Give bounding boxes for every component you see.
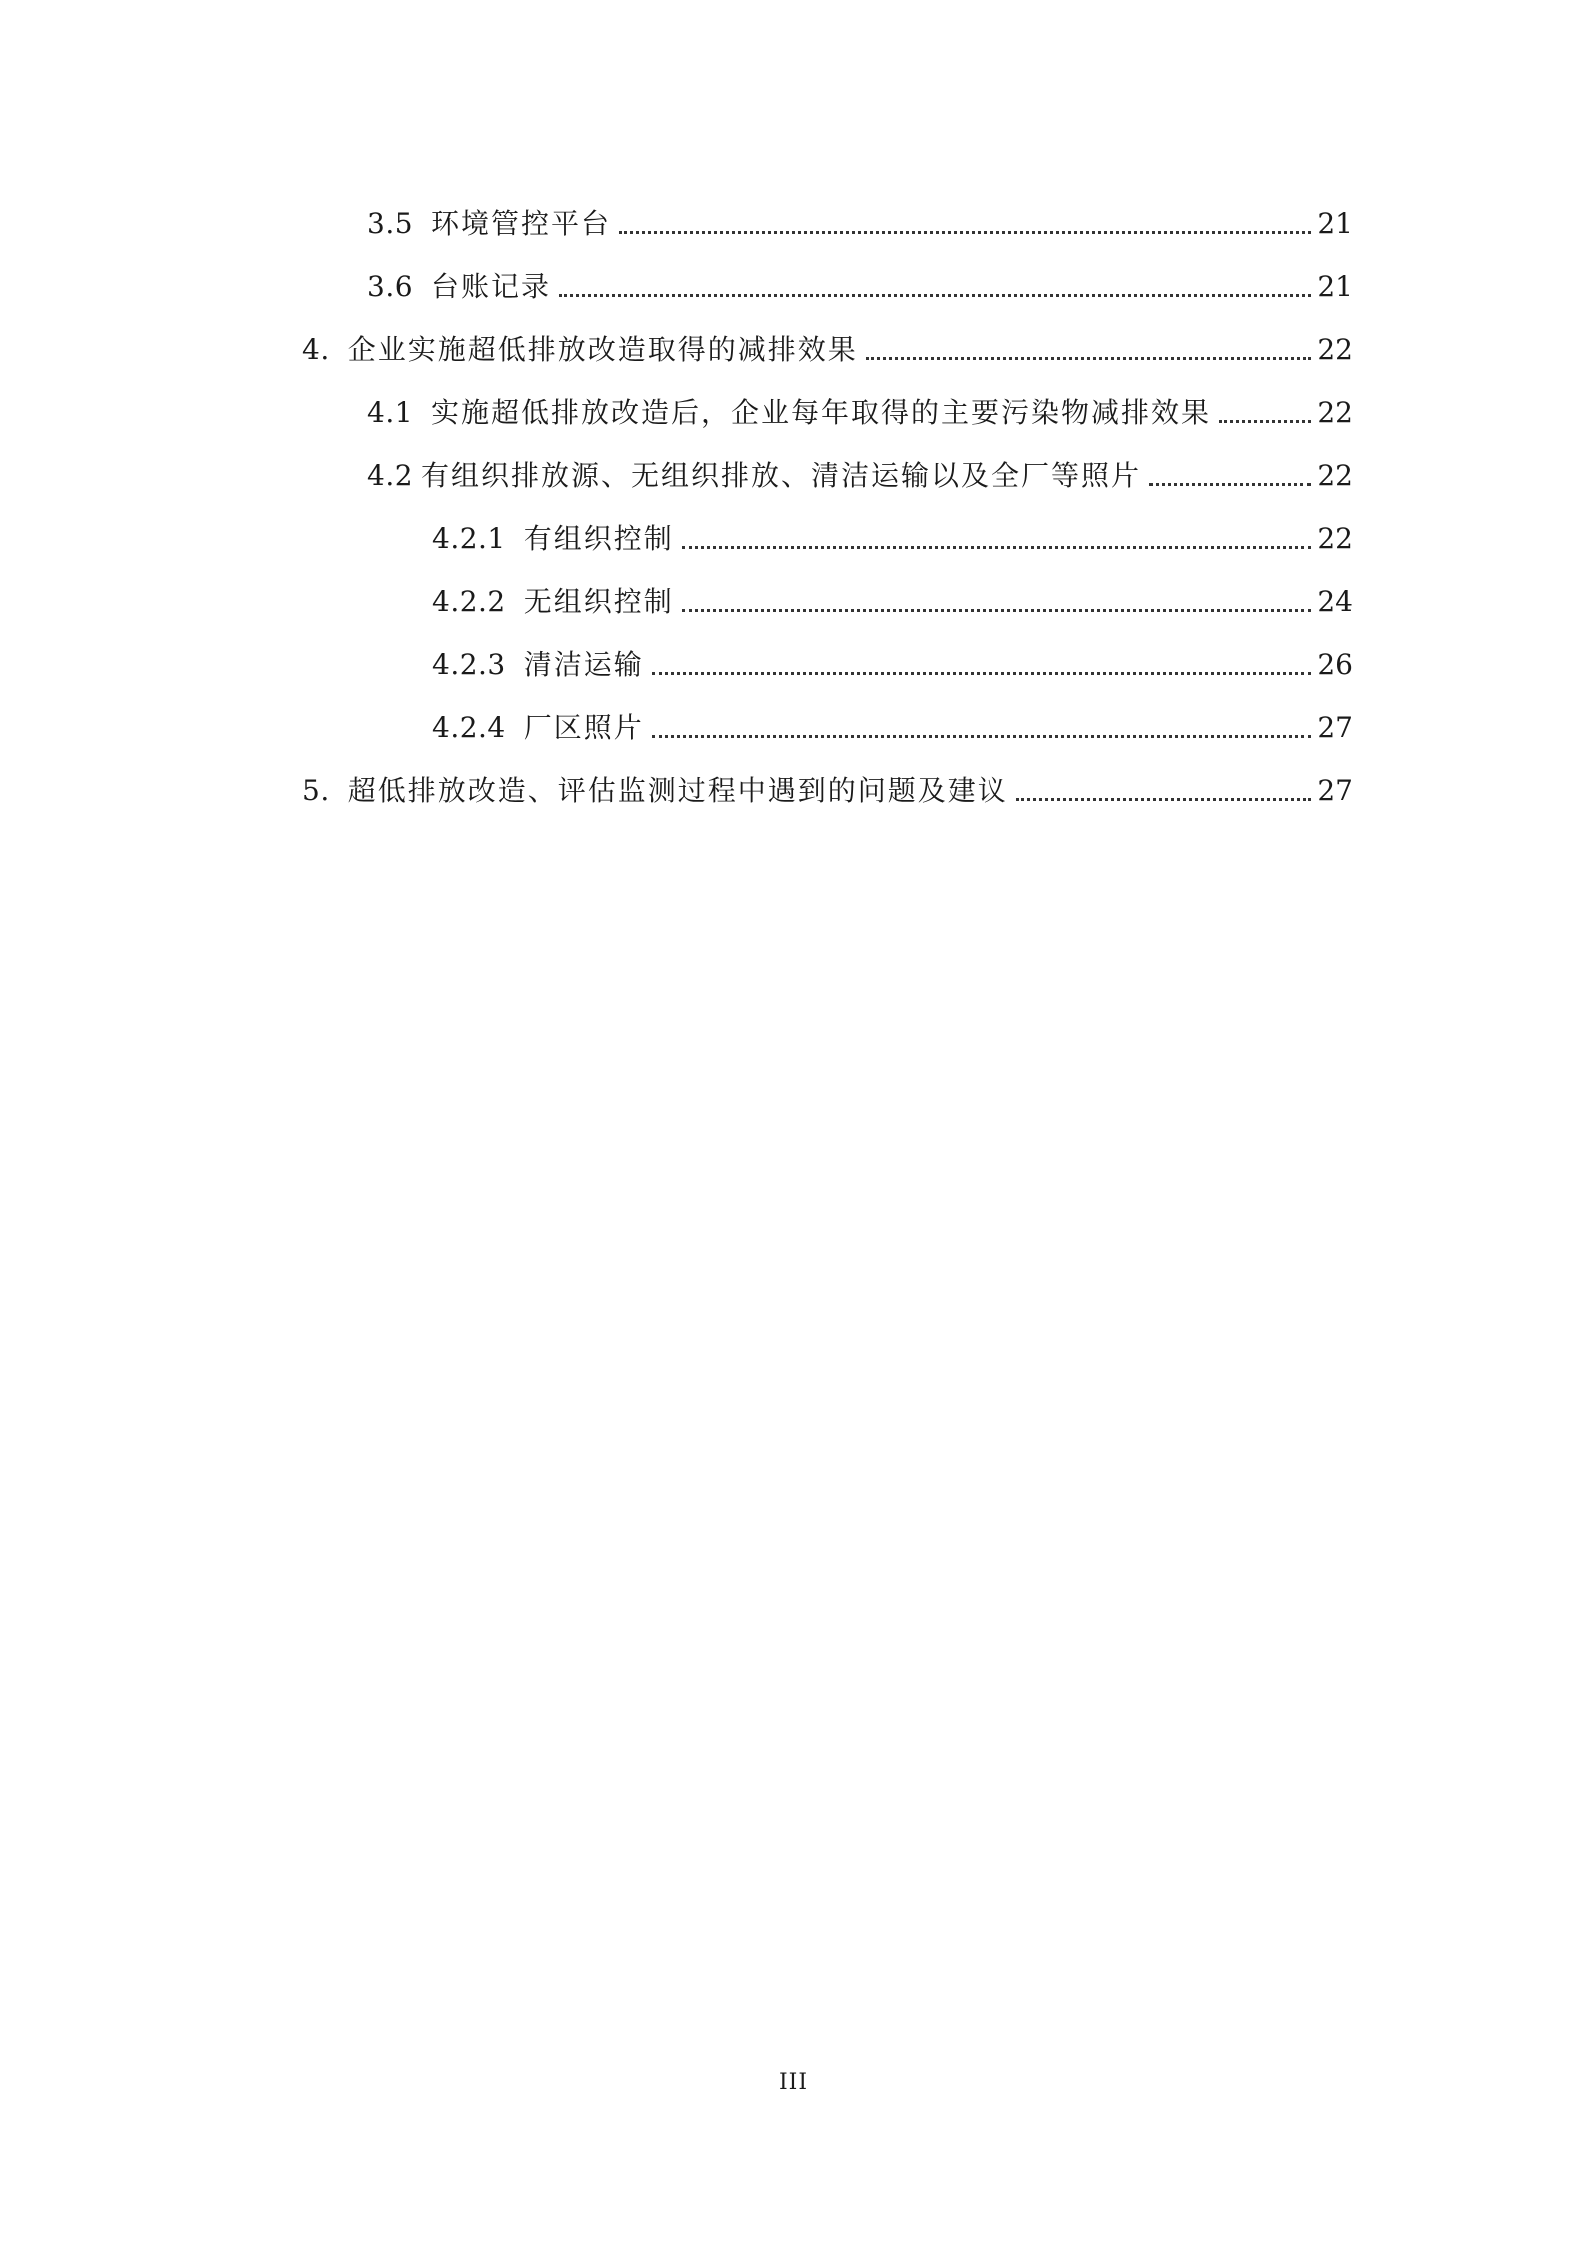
page-number-footer: III <box>778 2070 809 2095</box>
toc-dot-leader <box>682 546 1312 549</box>
toc-dot-leader <box>866 357 1312 360</box>
toc-entry-title: 厂区照片 <box>523 711 644 744</box>
toc-entry-page: 22 <box>1317 396 1353 429</box>
toc-entry-page: 27 <box>1317 774 1353 807</box>
toc-dot-leader <box>652 672 1312 675</box>
toc-entry-number: 4. <box>302 333 330 366</box>
toc-entry-number: 4.2.3 <box>432 648 506 681</box>
toc-dot-leader <box>1016 798 1312 801</box>
toc-entry-4-2-2[interactable] <box>432 578 1353 622</box>
toc-entry-title: 有组织排放源、无组织排放、清洁运输以及全厂等照片 <box>421 459 1142 492</box>
toc-entry-3-6[interactable] <box>367 263 1353 307</box>
toc-entry-4-2-3[interactable] <box>432 641 1353 685</box>
toc-entry-title: 实施超低排放改造后，企业每年取得的主要污染物减排效果 <box>431 396 1212 429</box>
toc-entry-4-2-1[interactable] <box>432 515 1353 559</box>
toc-entry-4-1[interactable] <box>367 389 1353 433</box>
toc-entry-number: 4.2 <box>367 459 414 492</box>
toc-entry-page: 26 <box>1317 648 1353 681</box>
toc-entry-title: 清洁运输 <box>523 648 644 681</box>
toc-entry-number: 4.1 <box>367 396 414 429</box>
toc-entry-title: 台账记录 <box>431 270 552 303</box>
toc-entry-4-2[interactable] <box>367 452 1353 496</box>
toc-entry-page: 22 <box>1317 333 1353 366</box>
toc-entry-page: 21 <box>1317 207 1353 240</box>
toc-entry-5[interactable] <box>302 767 1353 811</box>
toc-entry-page: 21 <box>1317 270 1353 303</box>
toc-dot-leader <box>682 609 1312 612</box>
toc-dot-leader <box>652 735 1312 738</box>
toc-dot-leader <box>1149 483 1311 486</box>
toc-dot-leader <box>559 294 1311 297</box>
toc-entry-number: 4.2.1 <box>432 522 506 555</box>
toc-dot-leader <box>619 231 1311 234</box>
toc-entry-3-5[interactable] <box>367 200 1353 244</box>
toc-entry-page: 22 <box>1317 459 1353 492</box>
toc-entry-title: 企业实施超低排放改造取得的减排效果 <box>347 333 858 366</box>
toc-entry-title: 有组织控制 <box>523 522 674 555</box>
toc-entry-title: 超低排放改造、评估监测过程中遇到的问题及建议 <box>347 774 1008 807</box>
toc-entry-title: 无组织控制 <box>523 585 674 618</box>
toc-entry-number: 3.6 <box>367 270 414 303</box>
toc-dot-leader <box>1219 420 1311 423</box>
toc-entry-page: 27 <box>1317 711 1353 744</box>
toc-entry-page: 24 <box>1317 585 1353 618</box>
toc-entry-4-2-4[interactable] <box>432 704 1353 748</box>
toc-entry-title: 环境管控平台 <box>431 207 612 240</box>
toc-entry-4[interactable] <box>302 326 1353 370</box>
toc-entry-number: 4.2.4 <box>432 711 506 744</box>
toc-entry-page: 22 <box>1317 522 1353 555</box>
toc-entry-number: 5. <box>302 774 330 807</box>
toc-entry-number: 3.5 <box>367 207 414 240</box>
toc-entry-number: 4.2.2 <box>432 585 506 618</box>
